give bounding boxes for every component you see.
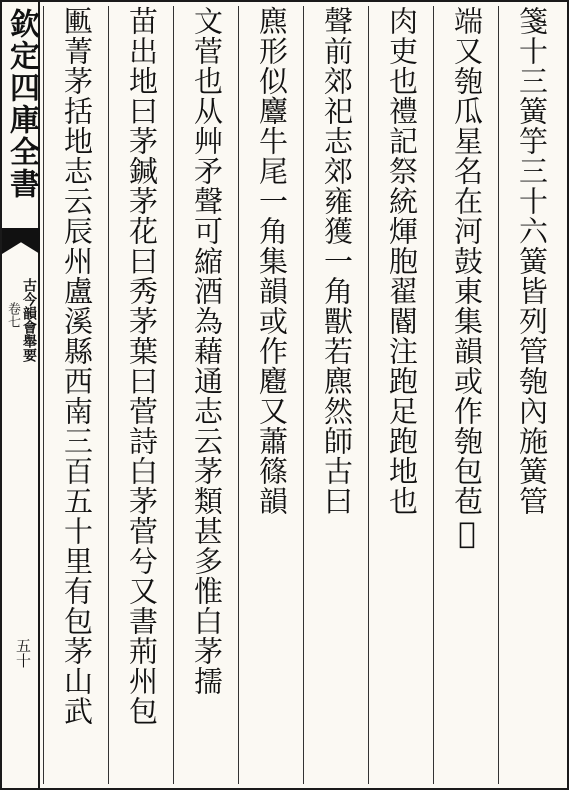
book-title: 欽定四庫全書: [4, 8, 39, 200]
text-column: 文菅也从艸矛聲可縮酒為藉通志云茅類甚多惟白茅擩: [173, 6, 238, 784]
page-margin: [2, 2, 40, 788]
volume-label: 卷七: [5, 302, 20, 328]
text-column: 匭菁茅括地志云辰州盧溪縣西南三百五十里有包茅山武: [43, 6, 108, 784]
text-column: 端又匏瓜星名在河鼓東集韻或作匏包苞𩐎: [433, 6, 498, 784]
text-column: 箋十三簧竽三十六簧皆列管匏內施簧管: [498, 6, 563, 784]
fishtail-mark-icon: [2, 228, 40, 254]
text-column: 肉吏也禮記祭統煇胞翟閽注跑足跑地也: [368, 6, 433, 784]
text-column: 麃形似麞牛尾一角集韻或作麅又蕭篠韻: [238, 6, 303, 784]
text-columns: [42, 6, 563, 784]
text-column: 聲前郊祀志郊雍獲一角獸若麃然師古曰: [303, 6, 368, 784]
work-title: 古今韻會舉要: [21, 278, 37, 362]
page-number: 五十: [14, 638, 32, 668]
text-column: 苗出地曰茅鍼茅花曰秀茅葉曰菅詩白茅菅兮又書荊州包: [108, 6, 173, 784]
